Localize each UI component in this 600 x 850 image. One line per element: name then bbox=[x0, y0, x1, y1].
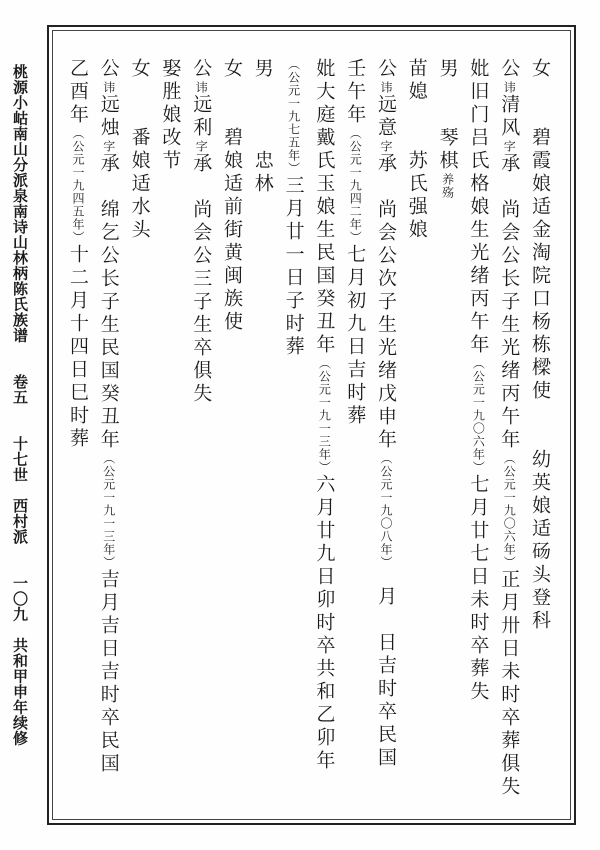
small-annotation: 讳 bbox=[194, 81, 209, 94]
text-segment: 远意 bbox=[375, 94, 397, 140]
small-annotation: （公元一九四二年） bbox=[348, 127, 363, 244]
text-column bbox=[159, 58, 182, 173]
text-segment: 正月卅日未时卒葬俱失 bbox=[498, 569, 521, 799]
text-column bbox=[68, 58, 87, 451]
small-annotation: 字 bbox=[502, 140, 517, 153]
text-segment: 清风 bbox=[498, 94, 521, 140]
text-column bbox=[222, 58, 241, 334]
text-segment: 六月廿九日卯时卒共和乙卯年 bbox=[313, 474, 336, 773]
text-segment: 乙酉年 bbox=[67, 58, 89, 127]
text-column bbox=[284, 58, 303, 359]
text-segment: 月 日吉时卒民国 bbox=[375, 563, 397, 770]
text-segment: 公 bbox=[375, 58, 397, 81]
text-column bbox=[130, 58, 149, 242]
text-segment: 远烛 bbox=[97, 94, 120, 140]
small-annotation: 讳 bbox=[379, 81, 393, 94]
small-annotation: 字 bbox=[379, 140, 393, 153]
text-segment: 壬午年 bbox=[344, 58, 367, 127]
book-title: 桃源小岵南山分派泉南诗山林柄陈氏族谱 bbox=[11, 64, 29, 343]
text-segment: 承 绵乞公长子生民国癸丑年 bbox=[97, 153, 120, 452]
text-segment: 公 bbox=[498, 58, 521, 81]
text-segment: 公 bbox=[190, 58, 213, 81]
text-segment: 吉月吉日吉时卒民国 bbox=[97, 569, 120, 776]
text-segment: 承 尚会公长子生光绪丙午年 bbox=[498, 153, 521, 452]
text-segment: 妣旧门吕氏格娘生光绪丙午年 bbox=[467, 58, 490, 357]
small-annotation: （公元一九一三年） bbox=[317, 357, 332, 474]
text-segment: 三月廿一日子时葬 bbox=[282, 175, 305, 359]
text-column bbox=[190, 58, 213, 406]
small-annotation: （公元一九〇六年） bbox=[471, 357, 486, 474]
text-segment: 妣大庭戴氏玉娘生民国癸丑年 bbox=[313, 58, 336, 357]
text-segment: 女 碧霞娘适金淘院口杨栋樑使 幼英娘适砀头登科 bbox=[529, 58, 551, 633]
margin-header bbox=[12, 64, 27, 746]
small-annotation: （公元一九一三年） bbox=[101, 452, 116, 569]
text-segment: 男 琴棋 bbox=[436, 58, 459, 173]
text-segment: 男 忠林 bbox=[251, 58, 274, 196]
text-segment: 娶胜娘改节 bbox=[159, 58, 182, 173]
text-segment: 承 尚会公次子生光绪戊申年 bbox=[375, 153, 397, 452]
small-annotation: （公元一九〇八年） bbox=[379, 452, 393, 563]
small-annotation: 字 bbox=[101, 140, 116, 153]
small-annotation: （公元一九〇六年） bbox=[502, 452, 517, 569]
text-segment: 苗媳 苏氏强娘 bbox=[405, 58, 428, 242]
text-column bbox=[498, 58, 521, 799]
text-segment: 承 尚会公三子生卒俱失 bbox=[190, 153, 213, 406]
small-annotation: （公元一九四五年） bbox=[71, 127, 85, 244]
text-segment: 女 碧娘适前街黄闽族使 bbox=[221, 58, 243, 334]
text-segment: 十二月十四日巳时葬 bbox=[67, 244, 89, 451]
edition-label: 共和甲申年续修 bbox=[11, 637, 29, 746]
text-column bbox=[407, 58, 426, 242]
text-column bbox=[376, 58, 395, 770]
generation-label: 十七世 bbox=[11, 436, 29, 483]
text-column bbox=[253, 58, 272, 196]
text-segment: 女 番娘适水头 bbox=[128, 58, 151, 242]
page-number: 一〇九 bbox=[11, 575, 29, 622]
small-annotation: 讳 bbox=[502, 81, 517, 94]
text-segment: 七月廿七日未时卒葬失 bbox=[467, 474, 490, 704]
text-column bbox=[313, 58, 336, 773]
text-column bbox=[467, 58, 490, 704]
small-annotation: （公元一九七五年） bbox=[286, 58, 301, 175]
volume-label: 卷五 bbox=[11, 374, 29, 405]
text-segment: 公 bbox=[97, 58, 120, 81]
text-column bbox=[438, 58, 457, 199]
text-column bbox=[344, 58, 367, 428]
text-column bbox=[99, 58, 118, 776]
small-annotation: 讳 bbox=[101, 81, 116, 94]
text-segment: 远利 bbox=[190, 94, 213, 140]
text-column bbox=[530, 58, 549, 633]
text-segment: 七月初九日吉时葬 bbox=[344, 244, 367, 428]
branch-label: 西村派 bbox=[11, 498, 29, 545]
small-annotation: 养殇 bbox=[440, 173, 455, 199]
small-annotation: 字 bbox=[194, 140, 209, 153]
